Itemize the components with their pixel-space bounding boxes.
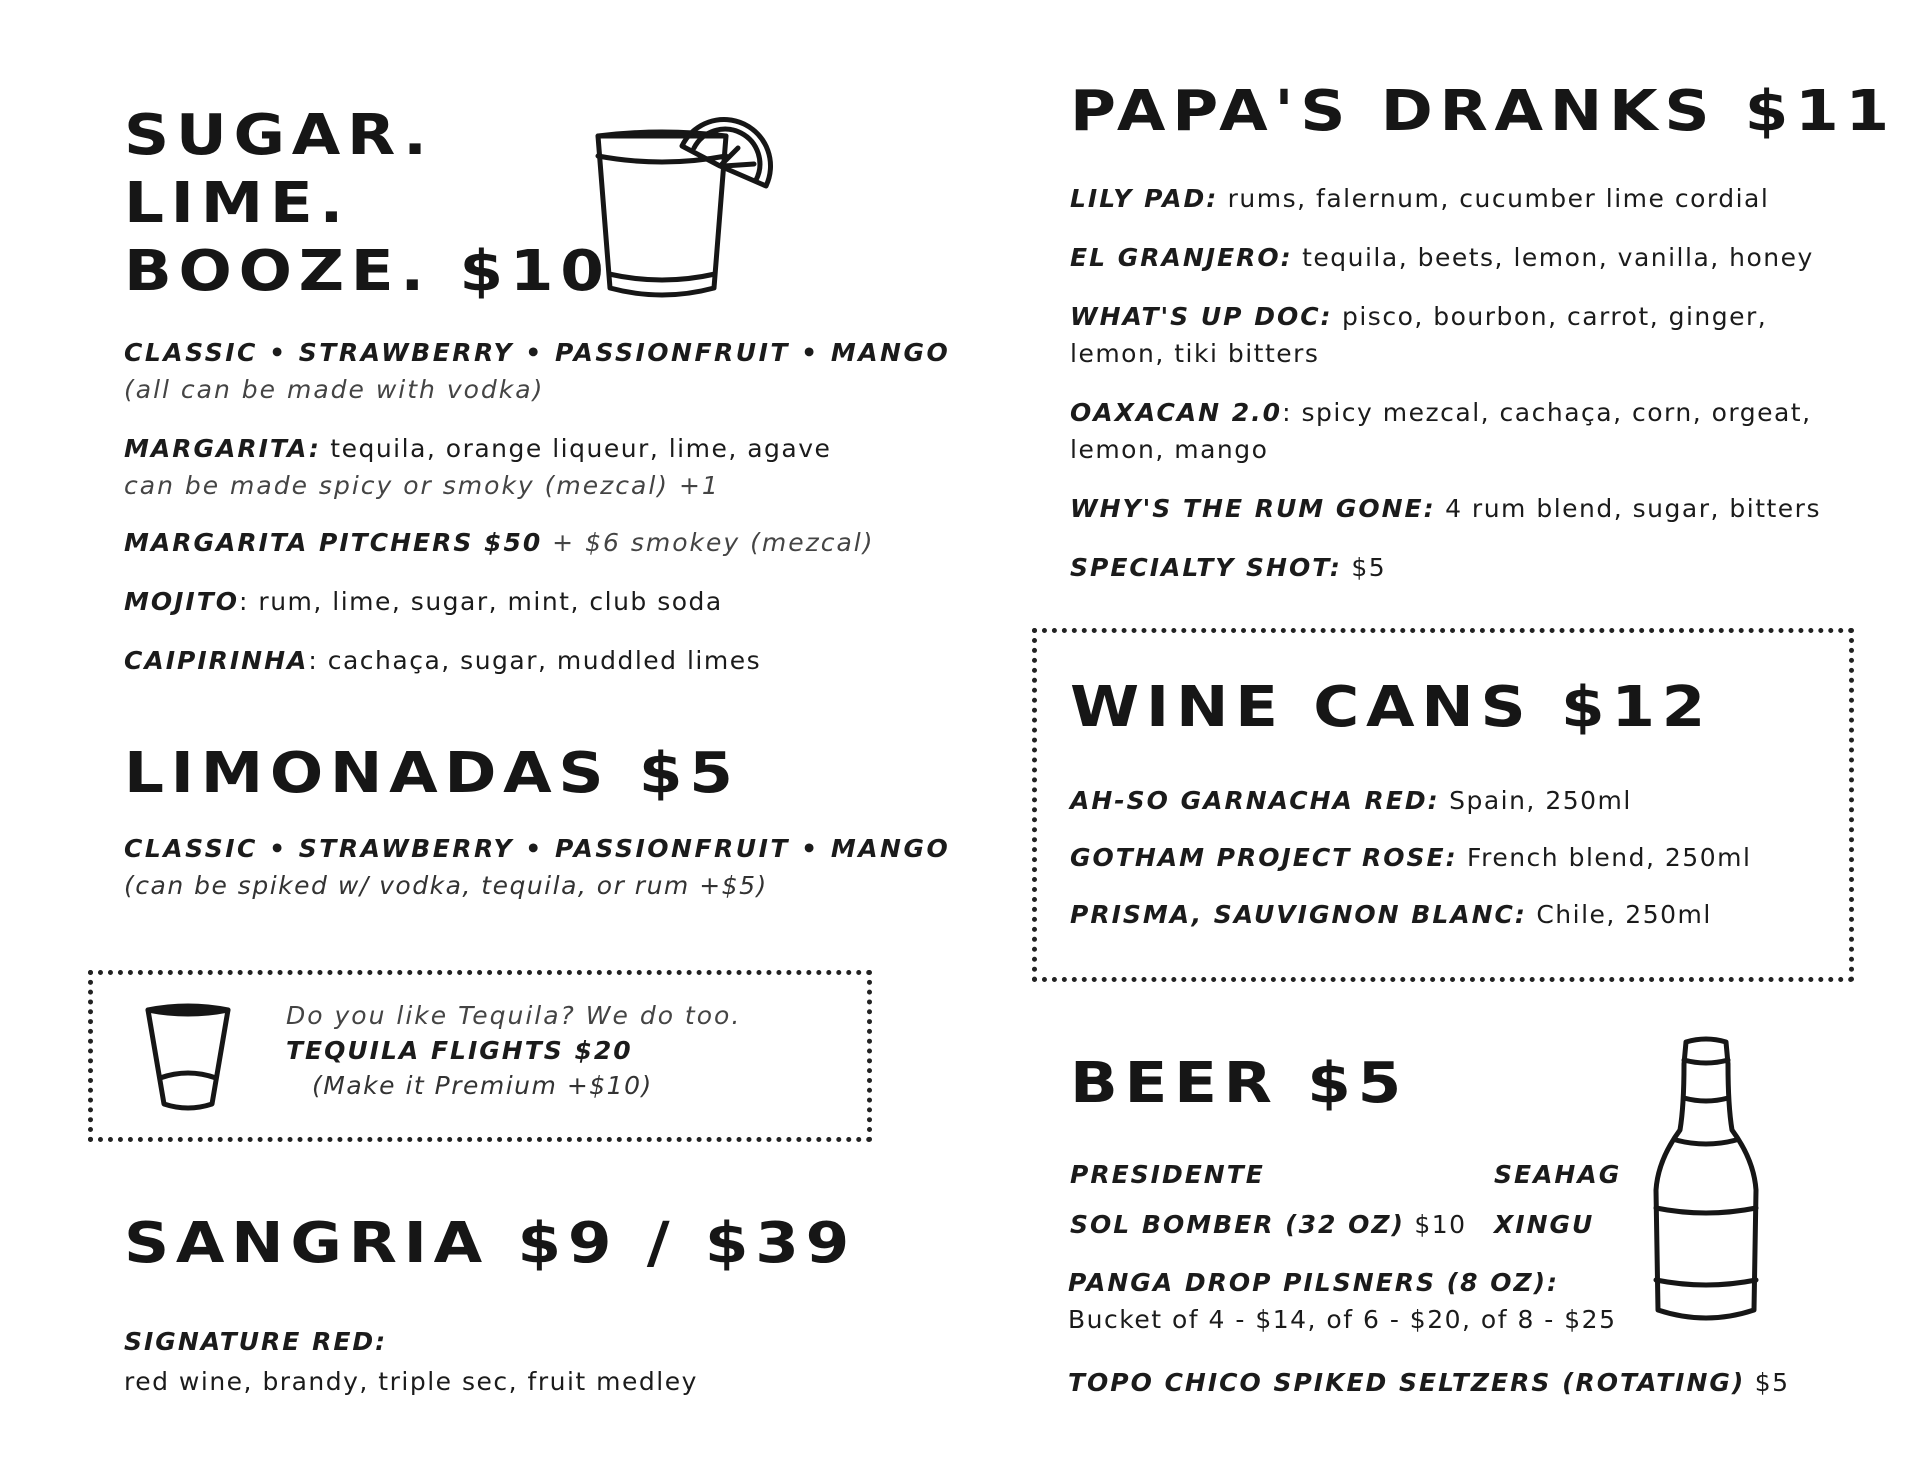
- papas-price: $11: [1744, 79, 1896, 144]
- pitchers-note: + $6 smokey (mezcal): [542, 528, 875, 557]
- shot-glass-icon: [142, 1000, 234, 1112]
- sangria-title: SANGRIA: [124, 1211, 489, 1276]
- beer-presidente: PRESIDENTE: [1070, 1160, 1265, 1189]
- papas-item-name: EL GRANJERO:: [1070, 243, 1293, 272]
- limonadas-price: $5: [638, 741, 740, 806]
- papas-item-desc-cont: lemon, tiki bitters: [1070, 339, 1320, 368]
- sangria-price: $9 / $39: [517, 1211, 857, 1276]
- tequila-flights: TEQUILA FLIGHTS $20: [286, 1036, 633, 1065]
- beer-panga-name: PANGA DROP PILSNERS (8 OZ):: [1068, 1268, 1559, 1297]
- limonadas-title: LIMONADAS: [124, 741, 611, 806]
- papas-title: PAPA'S DRANKS: [1070, 79, 1717, 144]
- papas-item-desc: : spicy mezcal, cachaça, corn, orgeat,: [1282, 398, 1812, 427]
- wine-item-name: GOTHAM PROJECT ROSE:: [1070, 843, 1458, 872]
- title-line-sugar: SUGAR.: [124, 103, 434, 168]
- wine-item-name: PRISMA, SAUVIGNON BLANC:: [1070, 900, 1527, 929]
- beer-xingu: XINGU: [1494, 1210, 1595, 1239]
- papas-item-name: WHY'S THE RUM GONE:: [1070, 494, 1436, 523]
- papas-item-desc: rums, falernum, cucumber lime cordial: [1218, 184, 1770, 213]
- beer-price: $5: [1307, 1051, 1408, 1116]
- beer-topo-name: TOPO CHICO SPIKED SELTZERS (ROTATING): [1068, 1368, 1746, 1397]
- tequila-premium: (Make it Premium +$10): [312, 1071, 653, 1100]
- wine-item-desc: French blend, 250ml: [1457, 843, 1752, 872]
- pitchers-name: MARGARITA PITCHERS $50: [124, 528, 543, 557]
- mojito-desc: : rum, lime, sugar, mint, club soda: [239, 587, 723, 616]
- sugar-lime-flavors: CLASSIC • STRAWBERRY • PASSIONFRUIT • MANGO: [124, 338, 951, 367]
- sugar-lime-price: $10: [459, 239, 611, 304]
- papas-item-name: SPECIALTY SHOT:: [1070, 553, 1342, 582]
- beer-bottle-icon: [1648, 1036, 1764, 1328]
- beer-panga-desc: Bucket of 4 - $14, of 6 - $20, of 8 - $25: [1068, 1305, 1617, 1334]
- margarita-name: MARGARITA:: [124, 434, 321, 463]
- papas-item-name: LILY PAD:: [1070, 184, 1219, 213]
- wine-item-name: AH-SO GARNACHA RED:: [1070, 786, 1440, 815]
- title-line-lime: LIME.: [124, 171, 350, 236]
- limonadas-flavors: CLASSIC • STRAWBERRY • PASSIONFRUIT • MANGO: [124, 834, 951, 863]
- papas-item-desc: tequila, beets, lemon, vanilla, honey: [1292, 243, 1814, 272]
- papas-item-name: OAXACAN 2.0: [1070, 398, 1283, 427]
- mojito-name: MOJITO: [124, 587, 240, 616]
- wine-price: $12: [1560, 675, 1713, 740]
- papas-item-desc: pisco, bourbon, carrot, ginger,: [1332, 302, 1768, 331]
- wine-item-desc: Spain, 250ml: [1439, 786, 1632, 815]
- wine-title: WINE CANS: [1070, 675, 1533, 740]
- title-line-booze: BOOZE.: [124, 239, 431, 304]
- caipirinha-desc: : cachaça, sugar, muddled limes: [308, 646, 762, 675]
- papas-item-name: WHAT'S UP DOC:: [1070, 302, 1333, 331]
- margarita-note: can be made spicy or smoky (mezcal) +1: [124, 471, 720, 500]
- beer-topo-price: $5: [1745, 1368, 1790, 1397]
- beer-seahag: SEAHAG: [1494, 1160, 1622, 1189]
- limonadas-note: (can be spiked w/ vodka, tequila, or rum +$5): [124, 871, 768, 900]
- sangria-item-name: SIGNATURE RED:: [124, 1327, 388, 1356]
- papas-item-desc-cont: lemon, mango: [1070, 435, 1269, 464]
- wine-item-desc: Chile, 250ml: [1526, 900, 1712, 929]
- beer-sol-price: $10: [1404, 1210, 1467, 1239]
- beer-sol-name: SOL BOMBER (32 OZ): [1070, 1210, 1405, 1239]
- rocks-glass-lime-icon: [590, 126, 770, 301]
- papas-item-desc: 4 rum blend, sugar, bitters: [1435, 494, 1821, 523]
- papas-item-desc: $5: [1341, 553, 1387, 582]
- sangria-item-desc: red wine, brandy, triple sec, fruit medley: [124, 1367, 698, 1396]
- tequila-question: Do you like Tequila? We do too.: [286, 1001, 742, 1030]
- beer-title: BEER: [1070, 1051, 1279, 1116]
- margarita-desc: tequila, orange liqueur, lime, agave: [320, 434, 832, 463]
- sugar-lime-title: [124, 102, 611, 306]
- caipirinha-name: CAIPIRINHA: [124, 646, 309, 675]
- sugar-lime-flavors-note: (all can be made with vodka): [124, 375, 545, 404]
